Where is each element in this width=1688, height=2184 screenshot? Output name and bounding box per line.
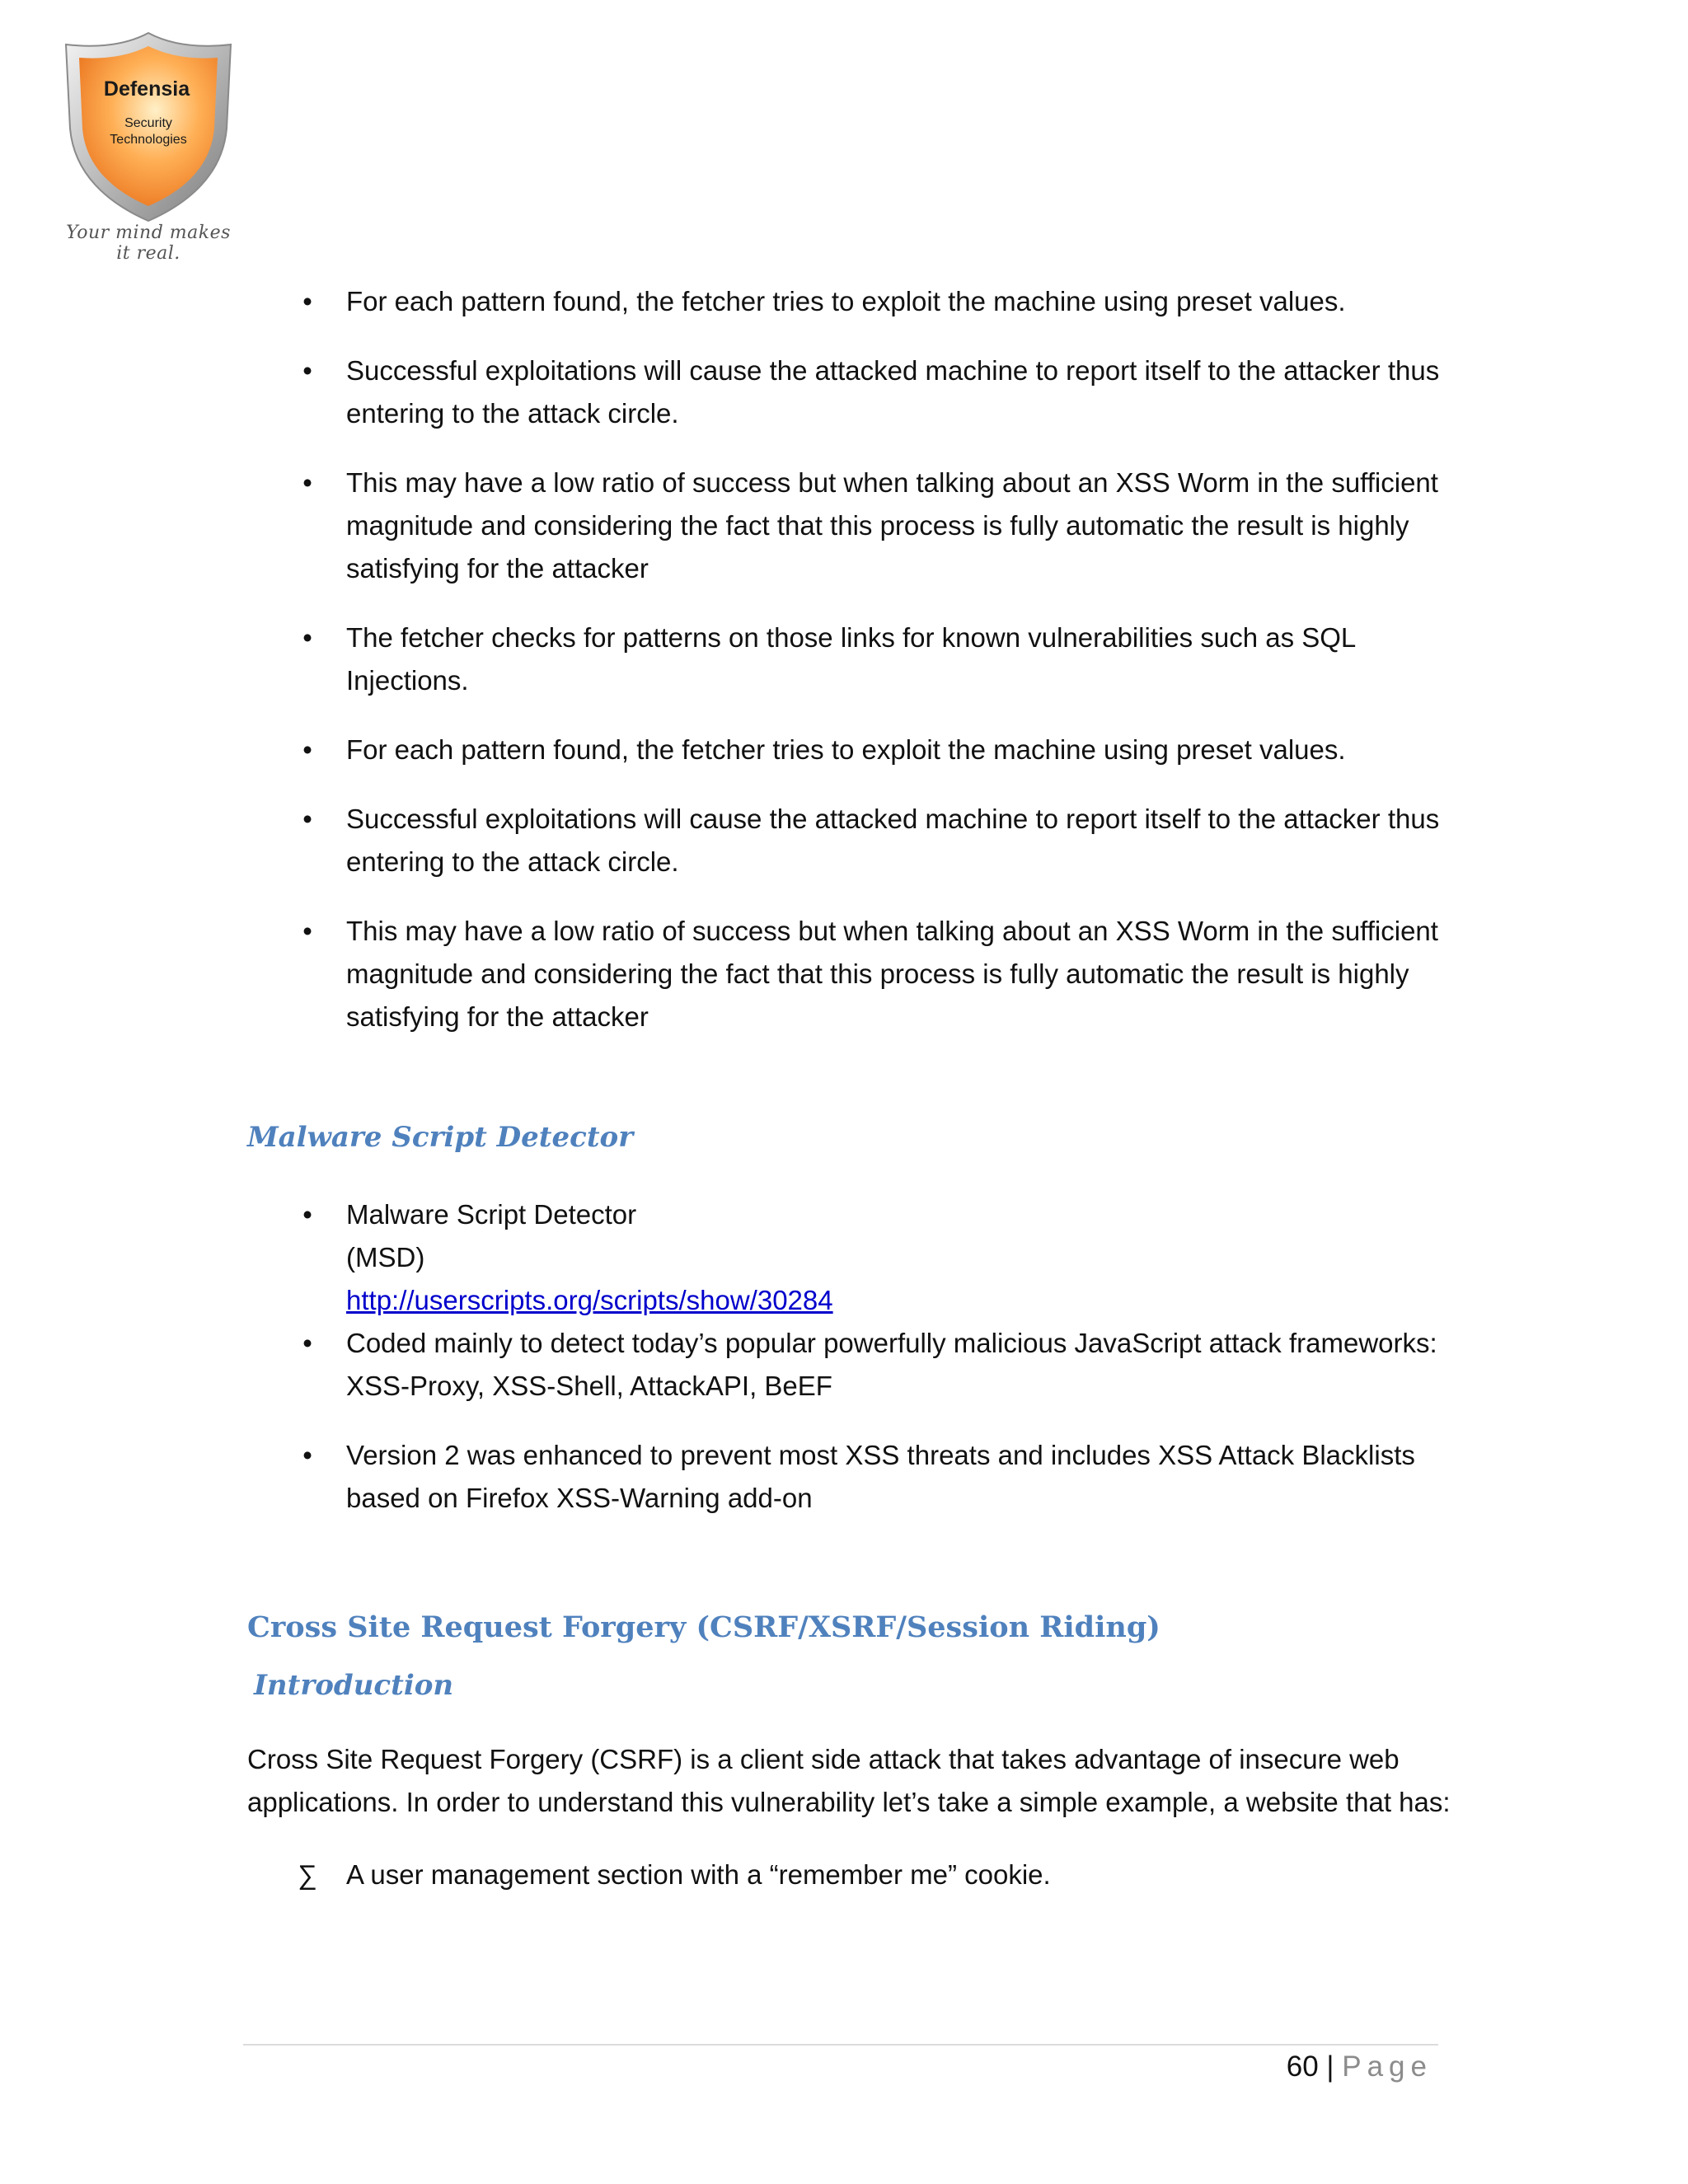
list-item [247, 349, 1451, 435]
msd-bullet-list [247, 1193, 1451, 1520]
bullet-marker: • [302, 1328, 312, 1358]
list-item-text: For each pattern found, the fetcher tries to exploit the machine using preset values. [346, 734, 1346, 765]
list-item [247, 798, 1451, 883]
list-item-text: For each pattern found, the fetcher tries to exploit the machine using preset values. [346, 286, 1346, 316]
list-item-text: This may have a low ratio of success but when talking about an XSS Worm in the sufficient magnitude and considering the fact that this process is fully automatic the result is highly satisfying for the attacker [346, 467, 1438, 583]
logo-tagline: Your mind makes it real. [66, 223, 231, 264]
page-number: 60 [1286, 2050, 1319, 2083]
bullet-marker: • [302, 467, 312, 498]
csrf-list [247, 1854, 1451, 1896]
page-footer [1287, 2050, 1432, 2083]
logo-line1: Security [124, 116, 172, 130]
csrf-intro-paragraph: Cross Site Request Forgery (CSRF) is a client side attack that takes advantage of insecure web applications. In order to understand this vulnerability let’s take a simple example, a website that has: [247, 1744, 1451, 1817]
footer-divider [243, 2044, 1438, 2046]
list-item [247, 1193, 1451, 1322]
bullet-marker: • [302, 1440, 312, 1470]
bullet-marker: • [302, 1199, 312, 1230]
bullet-marker: • [302, 734, 312, 765]
shield-icon [58, 30, 239, 227]
footer-separator: | [1326, 2050, 1334, 2083]
bullet-marker: • [302, 286, 312, 316]
page-word: Page [1342, 2050, 1432, 2083]
list-item-text: (MSD) [346, 1242, 425, 1272]
sigma-marker: ∑ [298, 1859, 317, 1890]
bullet-marker: • [302, 916, 312, 946]
top-bullet-list [247, 280, 1451, 1038]
logo-brand: Defensia [103, 77, 190, 101]
logo-line2: Technologies [110, 133, 187, 147]
list-item-text: Successful exploitations will cause the attacked machine to report itself to the attacker thus entering to the attack circle. [346, 804, 1440, 877]
list-item-text: Coded mainly to detect today’s popular powerfully malicious JavaScript attack frameworks: XSS-Proxy, XSS-Shell, AttackAPI, BeEF [346, 1328, 1437, 1401]
list-item-text: Malware Script Detector [346, 1199, 637, 1230]
list-item [247, 1322, 1451, 1408]
bullet-marker: • [302, 622, 312, 653]
list-item [247, 1434, 1451, 1520]
page-content [247, 280, 1451, 1923]
list-item [247, 462, 1451, 590]
msd-link[interactable]: http://userscripts.org/scripts/show/30284 [346, 1285, 833, 1315]
section-heading-msd: Malware Script Detector [247, 1121, 634, 1154]
subsection-heading-introduction: Introduction [254, 1669, 454, 1702]
list-item-text: A user management section with a “remember me” cookie. [346, 1859, 1051, 1890]
list-item-text: Version 2 was enhanced to prevent most XSS threats and includes XSS Attack Blacklists based on Firefox XSS-Warning add-on [346, 1440, 1415, 1513]
list-item [247, 280, 1451, 323]
list-item-text: This may have a low ratio of success but when talking about an XSS Worm in the sufficient magnitude and considering the fact that this process is fully automatic the result is highly satisfying for the attacker [346, 916, 1438, 1032]
list-item-text: Successful exploitations will cause the attacked machine to report itself to the attacker thus entering to the attack circle. [346, 355, 1440, 429]
list-item-text: The fetcher checks for patterns on those links for known vulnerabilities such as SQL Injections. [346, 622, 1356, 696]
list-item [247, 910, 1451, 1038]
list-item [247, 1854, 1451, 1896]
bullet-marker: • [302, 355, 312, 386]
list-item [247, 729, 1451, 771]
section-heading-csrf: Cross Site Request Forgery (CSRF/XSRF/Session Riding) [247, 1610, 1160, 1644]
list-item [247, 616, 1451, 702]
bullet-marker: • [302, 804, 312, 834]
